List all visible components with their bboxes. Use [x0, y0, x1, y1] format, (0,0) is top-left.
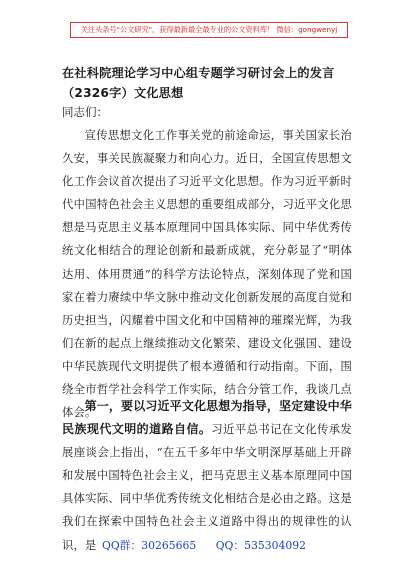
- qq-group: QQ群：30265665: [101, 539, 197, 552]
- document-title: 在社科院理论学习中心组专题学习研讨会上的发言（2326字）文化思想: [62, 66, 335, 100]
- salutation: 同志们：: [62, 105, 108, 119]
- section-1: [62, 395, 352, 557]
- section-1-paragraph: [62, 395, 352, 557]
- footer-contact: [0, 538, 408, 553]
- paragraph-1: 宣传思想文化工作事关党的前途命运，事关国家长治久安，事关民族凝聚力和向心力。近日，全国宣传思想文化工作会议首次提出了习近平文化思想。作为习近平新时代中国特色社会主义思想的重要组成部分，习近平文化思想是马克思主义基本原理同中国具体实际、同中华优秀传统文化相结合的理论创新和最新成就，充分彰显了“明体达用、体用贯通”的科学方法论特点，深刻体现了党和国家在着力赓续中华文脉中推动文化创新发展的高度自觉和历史担当，闪耀着中国文化和中国精神的璀璨光辉，为我们在新的起点上继续推动文化繁荣、建设文化强国、建设中华民族现代文明提供了根本遵循和行动指南。下面，围绕全市哲学社会科学工作实际，结合分管工作，我谈几点体会。: [62, 129, 352, 420]
- section-1-text: 习近平总书记在文化传承发展座谈会上指出，“在五千多年中华文明深厚基础上开辟和发展中国特色社会主义，把马克思主义基本原理同中国具体实际、同中华优秀传统文化相结合是必由之路。这是我们在探索中国特色社会主义道路中得出的规律性的认识，是: [62, 423, 352, 552]
- body-paragraph-intro: [62, 124, 352, 424]
- promo-banner: 关注头条号"公文研究"，获得最新最全最专业的公文资料库！ 微信：gongwenyj: [70, 22, 348, 38]
- section-1-heading: 第一，要以习近平文化思想为指导，坚定建设中华民族现代文明的道路自信。: [62, 399, 352, 437]
- qq-number: QQ：535304092: [215, 539, 307, 552]
